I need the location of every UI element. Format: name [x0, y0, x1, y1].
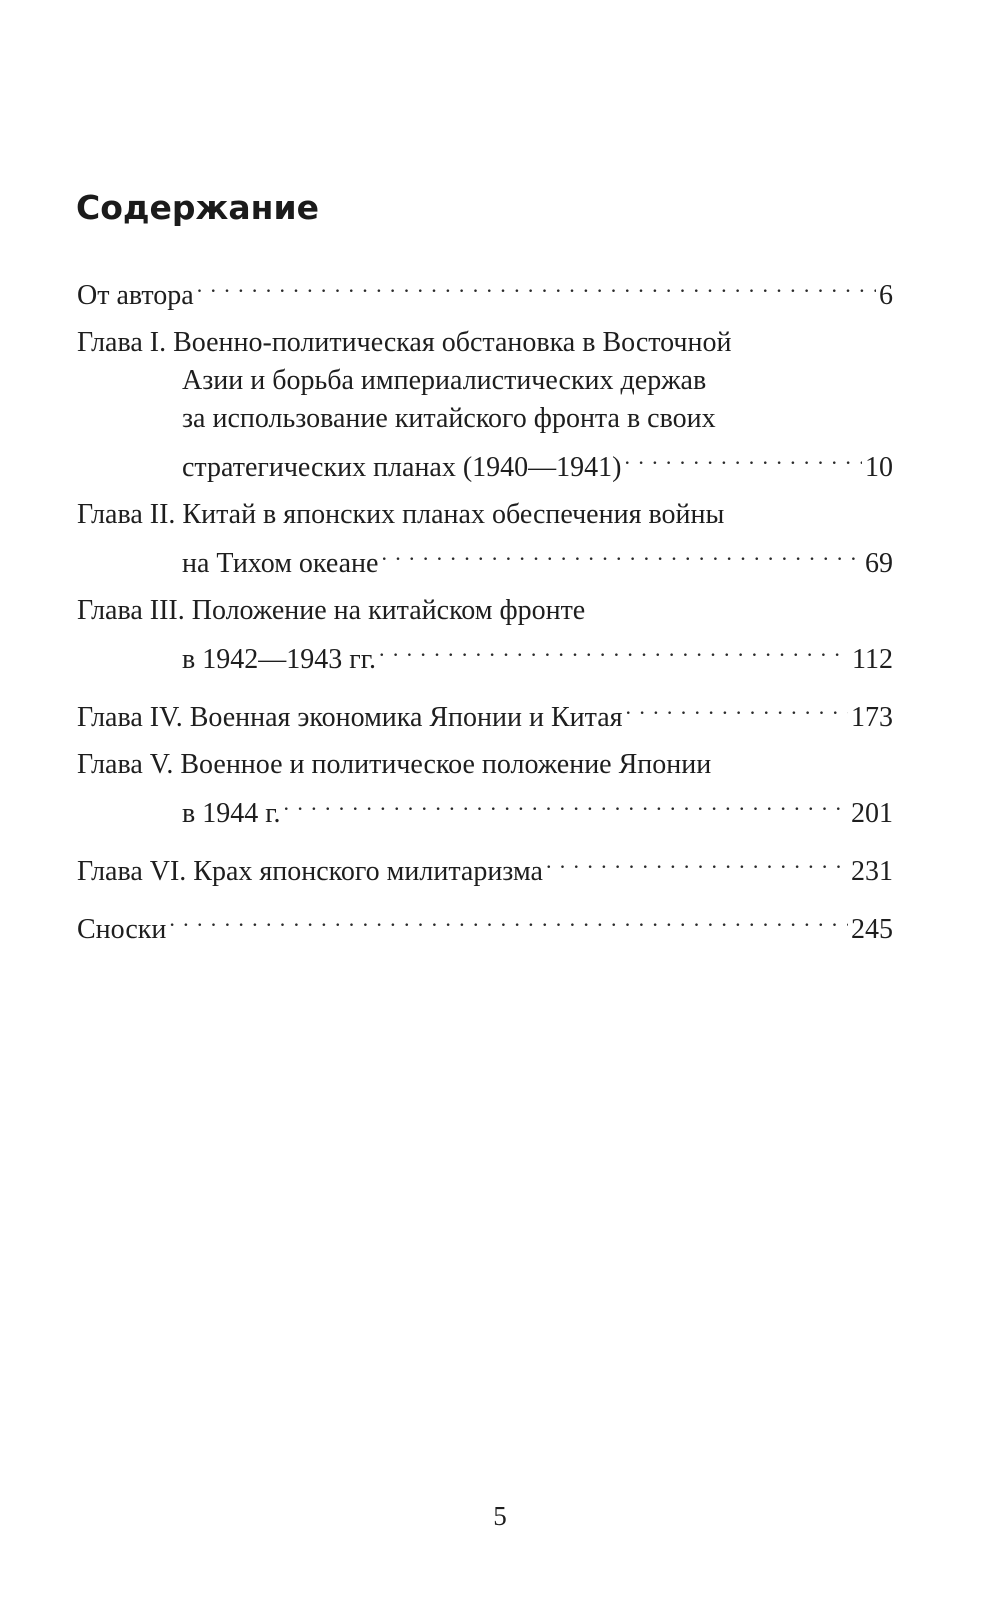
toc-entry-title-continued: в 1942—1943 гг. [182, 644, 377, 675]
dot-leader [379, 630, 849, 668]
toc-entry-chapter-4[interactable] [77, 688, 893, 737]
toc-line [77, 534, 893, 583]
toc-entry-title-continued: в 1944 г. [182, 798, 281, 829]
toc-entry-title: Глава V. Военное и политическое положение Японии [77, 749, 712, 780]
dot-leader [197, 266, 876, 304]
toc-line [77, 592, 893, 630]
toc-entry-chapter-2[interactable] [77, 496, 893, 583]
toc-line [77, 266, 893, 315]
toc-entry-chapter-5[interactable] [77, 746, 893, 833]
dot-leader [546, 842, 848, 880]
toc-line [77, 496, 893, 534]
toc-line [77, 784, 893, 833]
toc-page-number: 6 [879, 280, 893, 311]
toc-line [77, 400, 893, 438]
page-title: Содержание [76, 188, 319, 227]
toc-line [77, 688, 893, 737]
toc-entry-title: Глава III. Положение на китайском фронте [77, 595, 586, 626]
dot-leader [169, 900, 848, 938]
toc-entry-author-preface[interactable] [77, 266, 893, 315]
toc-entry-title: Сноски [77, 914, 167, 945]
toc-entry-title-continued: на Тихом океане [182, 548, 379, 579]
toc-page-number: 112 [852, 644, 893, 675]
toc-page-number: 245 [851, 914, 893, 945]
dot-leader [284, 784, 848, 822]
toc-line [77, 362, 893, 400]
toc-page-number: 231 [851, 856, 893, 887]
toc-entry-chapter-1[interactable] [77, 324, 893, 487]
toc-entry-title: Глава IV. Военная экономика Японии и Китая [77, 702, 623, 733]
dot-leader [626, 688, 848, 726]
dot-leader [625, 438, 862, 476]
toc-entry-title: Глава I. Военно-политическая обстановка в Восточной [77, 327, 732, 358]
toc-entry-title: От автора [77, 280, 194, 311]
toc-page-number: 201 [851, 798, 893, 829]
toc-entry-chapter-3[interactable] [77, 592, 893, 679]
toc-line [77, 438, 893, 487]
toc-page-number: 69 [865, 548, 893, 579]
toc-entry-chapter-6[interactable] [77, 842, 893, 891]
toc-page-number: 10 [865, 452, 893, 483]
dot-leader [381, 534, 862, 572]
toc-entry-title-continued: стратегических планах (1940—1941) [182, 452, 622, 483]
toc-entry-title: Глава VI. Крах японского милитаризма [77, 856, 543, 887]
toc-entry-title: Глава II. Китай в японских планах обеспечения войны [77, 499, 725, 530]
toc-line [77, 900, 893, 949]
toc-line [77, 746, 893, 784]
toc-line [77, 324, 893, 362]
toc-page-number: 173 [851, 702, 893, 733]
toc-entry-footnotes[interactable] [77, 900, 893, 949]
page-number: 5 [493, 1501, 507, 1531]
toc-entry-title-continued: за использование китайского фронта в своих [182, 403, 716, 434]
toc-line [77, 630, 893, 679]
table-of-contents [77, 266, 893, 958]
toc-entry-title-continued: Азии и борьба империалистических держав [182, 365, 707, 396]
toc-line [77, 842, 893, 891]
